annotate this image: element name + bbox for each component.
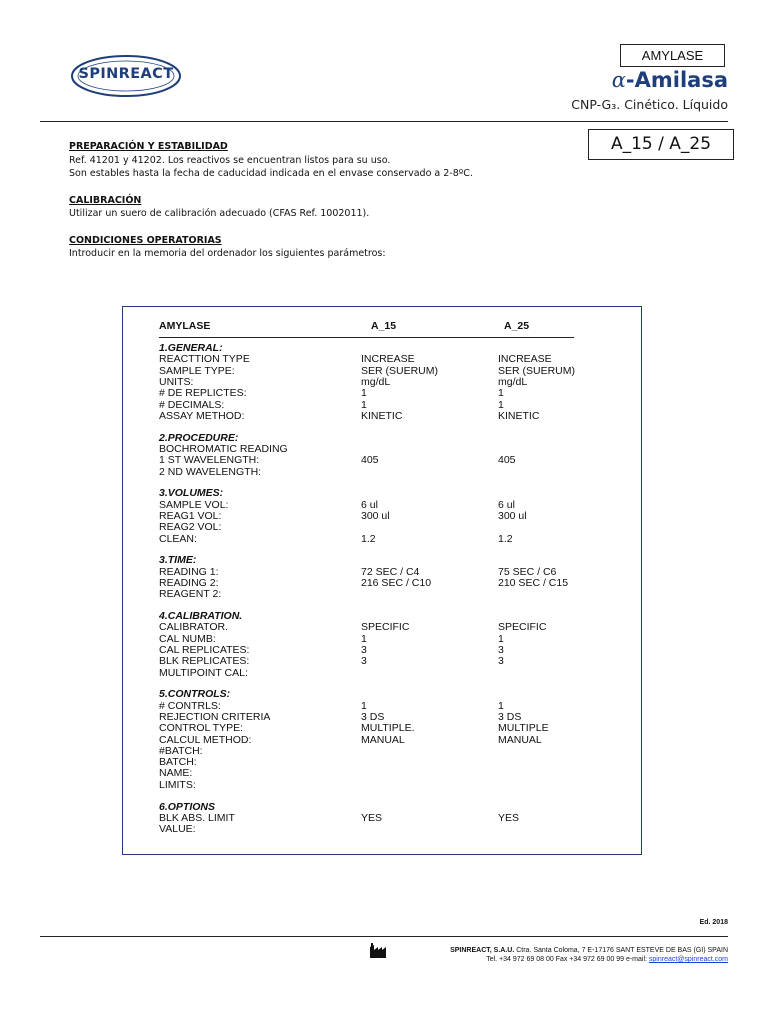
param-value-a25: YES [498, 811, 520, 824]
table-group-title: 5.CONTROLS: [159, 688, 231, 701]
footer-contact-text: Tel. +34 972 69 08 00 Fax +34 972 69 00 99 e-mail: [486, 956, 649, 963]
param-label: ASSAY METHOD: [159, 409, 245, 422]
param-label: REAGENT 2: [159, 588, 222, 601]
table-group-title: 4.CALIBRATION. [159, 610, 243, 622]
section-text: Son estables hasta la fecha de caducidad indicada en el envase conservado a 2-8ºC. [69, 168, 473, 179]
param-value-a25: 1 [498, 398, 504, 411]
footer-address [450, 947, 728, 954]
param-value-a15: 300 ul [361, 509, 390, 522]
param-value-a25: 3 [498, 643, 504, 656]
param-label: READING 1: [159, 565, 219, 578]
section-text: Ref. 41201 y 41202. Los reactivos se encuentran listos para su uso. [69, 155, 391, 166]
param-value-a25: MULTIPLE [498, 722, 549, 735]
param-value-a15: 1.2 [361, 532, 376, 545]
param-value-a15: INCREASE [361, 353, 415, 366]
param-label: REJECTION CRITERIA [159, 710, 271, 723]
param-label: REACTTION TYPE [159, 353, 250, 366]
param-value-a25: 1.2 [498, 532, 513, 545]
header-divider [40, 121, 728, 122]
param-label: NAME: [159, 767, 193, 780]
param-value-a25: 3 [498, 655, 504, 668]
param-label: CALCUL METHOD: [159, 733, 252, 746]
param-label: CALIBRATOR. [159, 621, 229, 634]
table-group-title: 2.PROCEDURE: [159, 431, 239, 444]
param-value-a15: MULTIPLE. [361, 722, 415, 735]
footer-email-link[interactable]: spinreact@spinreact.com [648, 956, 728, 963]
param-value-a15: 6 ul [361, 498, 378, 511]
param-value-a15: mg/dL [361, 375, 391, 388]
param-label: BATCH: [159, 756, 197, 769]
param-label: #BATCH: [159, 744, 203, 757]
param-value-a15: SPECIFIC [361, 621, 410, 634]
subtitle: CNP-G₃. Cinético. Líquido [571, 97, 728, 112]
param-label: CAL NUMB: [159, 632, 216, 645]
param-label: 2 ND WAVELENGTH: [159, 465, 262, 478]
section-heading-preparation: PREPARACIÓN Y ESTABILIDAD [69, 141, 228, 152]
logo-text: SPINREACT [78, 66, 174, 82]
reference-code-box: A_15 / A_25 [588, 129, 734, 160]
param-value-a25: 1 [498, 699, 504, 712]
table-header-a15: A_15 [371, 320, 397, 332]
table-group-title: 3.TIME: [159, 554, 197, 567]
param-value-a25: INCREASE [498, 353, 552, 366]
param-label: READING 2: [159, 576, 219, 589]
param-label: UNITS: [159, 375, 194, 388]
param-value-a25: 3 DS [498, 710, 522, 723]
section-heading-calibration: CALIBRACIÓN [69, 195, 142, 206]
param-label: # CONTRLS: [159, 699, 221, 712]
title-text: -Amilasa [625, 68, 728, 92]
param-label: MULTIPOINT CAL: [159, 666, 248, 679]
param-value-a25: MANUAL [498, 733, 542, 746]
param-value-a15: MANUAL [361, 733, 405, 746]
param-value-a15: 72 SEC / C4 [361, 565, 420, 578]
section-text: Utilizar un suero de calibración adecuado (CFAS Ref. 1002011). [69, 208, 370, 219]
param-value-a15: 1 [361, 387, 367, 400]
spinreact-logo [70, 52, 182, 100]
param-label: 1 ST WAVELENGTH: [159, 454, 260, 467]
section-heading-conditions: CONDICIONES OPERATORIAS [69, 235, 222, 246]
param-value-a25: mg/dL [498, 375, 528, 388]
param-label: SAMPLE TYPE: [159, 364, 235, 377]
param-value-a15: SER (SUERUM) [361, 364, 439, 377]
param-label: # DE REPLICTES: [159, 387, 247, 400]
table-group-title: 1.GENERAL: [159, 342, 223, 354]
param-value-a25: 6 ul [498, 498, 515, 511]
param-label: REAG2 VOL: [159, 521, 222, 534]
param-value-a15: 216 SEC / C10 [361, 576, 432, 589]
table-header-test: AMYLASE [159, 320, 211, 332]
footer-company: SPINREACT, S.A.U. [450, 947, 515, 954]
param-label: # DECIMALS: [159, 398, 225, 411]
footer-address-text: Ctra. Santa Coloma, 7 E-17176 SANT ESTEVE DE BAS (GI) SPAIN [514, 947, 728, 954]
param-label: CAL REPLICATES: [159, 643, 250, 656]
param-value-a25: SER (SUERUM) [498, 364, 576, 377]
param-value-a25: 75 SEC / C6 [498, 565, 557, 578]
param-value-a25: 1 [498, 632, 504, 645]
table-group-title: 6.OPTIONS [159, 800, 216, 813]
param-label: VALUE: [159, 823, 196, 836]
param-label: REAG1 VOL: [159, 509, 222, 522]
param-value-a15: 3 DS [361, 710, 385, 723]
table-header-rule [159, 337, 574, 338]
param-value-a15: 1 [361, 398, 367, 411]
param-label: LIMITS: [159, 778, 196, 791]
param-value-a15: KINETIC [361, 409, 403, 422]
footer-contact [486, 956, 728, 963]
alpha-symbol: α [611, 68, 626, 92]
table-group-title: 3.VOLUMES: [159, 487, 224, 500]
param-value-a25: 1 [498, 387, 504, 400]
param-label: BOCHROMATIC READING [159, 442, 288, 455]
footer-divider [40, 936, 728, 937]
param-value-a15: 1 [361, 632, 367, 645]
param-label: CLEAN: [159, 532, 197, 545]
product-code-box: AMYLASE [620, 44, 725, 67]
page-title [612, 68, 728, 92]
param-label: BLK REPLICATES: [159, 655, 250, 668]
param-value-a25: 300 ul [498, 509, 527, 522]
edition-label: Ed. 2018 [699, 919, 728, 926]
param-value-a25: SPECIFIC [498, 621, 547, 634]
table-header-a25: A_25 [504, 320, 530, 332]
section-text: Introducir en la memoria del ordenador los siguientes parámetros: [69, 248, 386, 259]
param-value-a25: 210 SEC / C15 [498, 576, 569, 589]
factory-icon [369, 943, 389, 959]
param-value-a15: 405 [361, 454, 379, 467]
param-label: BLK ABS. LIMIT [159, 811, 235, 824]
param-value-a15: 3 [361, 655, 367, 668]
param-label: SAMPLE VOL: [159, 498, 229, 511]
param-value-a25: 405 [498, 454, 516, 467]
param-value-a15: 3 [361, 643, 367, 656]
param-value-a15: YES [361, 811, 383, 824]
param-value-a25: KINETIC [498, 409, 540, 422]
param-label: CONTROL TYPE: [159, 722, 244, 735]
param-value-a15: 1 [361, 699, 367, 712]
